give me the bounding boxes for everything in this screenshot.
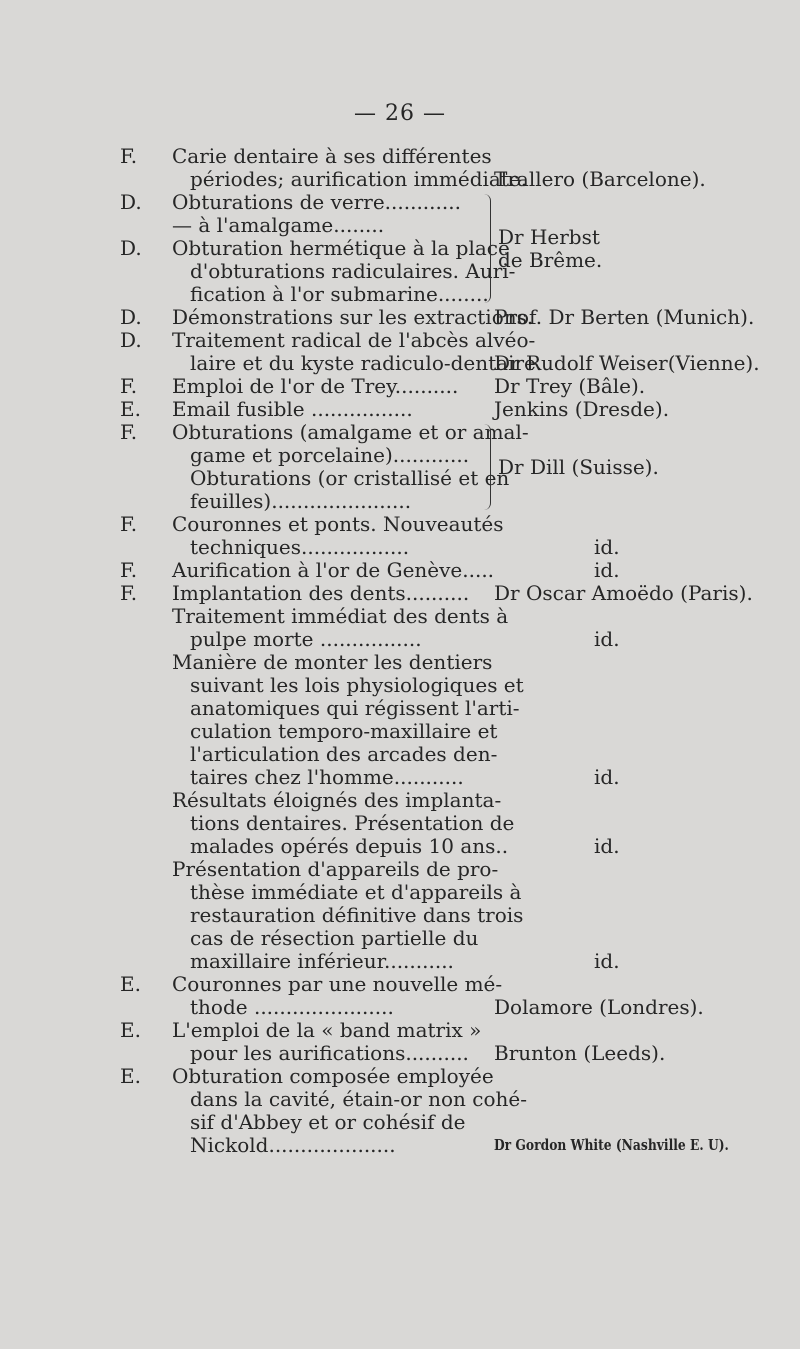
- program-entry: [0, 858, 800, 973]
- program-entry: [0, 605, 800, 651]
- entry-title-line: feuilles)......................: [190, 489, 412, 513]
- entry-author: id.: [594, 949, 620, 973]
- program-entry: [0, 375, 800, 398]
- entry-author: Trallero (Barcelone).: [494, 167, 706, 191]
- entry-title-line: Nickold.................... Dr Gordon White (Nashville E. U).: [190, 1133, 729, 1157]
- entry-category: E.: [120, 972, 141, 996]
- program-entry: [0, 421, 800, 513]
- entry-title-line: périodes; aurification immédiate. Trallero (Barcelone).: [190, 167, 706, 191]
- entry-title-line: Manière de monter les dentiers: [172, 650, 493, 674]
- entry-title-line: Email fusible ................ Jenkins (Dresde).: [172, 397, 670, 421]
- entry-title-line: Obturations (amalgame et or amal-: [172, 420, 529, 444]
- entry-category: E.: [120, 1018, 141, 1042]
- entry-author: Dr Rudolf Weiser(Vienne).: [494, 351, 760, 375]
- entry-title-line: l'articulation des arcades den-: [190, 742, 498, 766]
- program-entry: [0, 214, 800, 237]
- entry-author: id.: [594, 834, 620, 858]
- program-entry: [0, 582, 800, 605]
- entry-title-line: anatomiques qui régissent l'arti-: [190, 696, 520, 720]
- entry-author: Dr Oscar Amoëdo (Paris).: [494, 581, 753, 605]
- entry-category: D.: [120, 190, 142, 214]
- program-entry: [0, 398, 800, 421]
- entry-title-line: restauration définitive dans trois: [190, 903, 524, 927]
- entry-title-line: L'emploi de la « band matrix »: [172, 1018, 482, 1042]
- entry-title-line: Aurification à l'or de Genève..... id.: [172, 558, 620, 582]
- program-entry: [0, 191, 800, 214]
- entry-author: Jenkins (Dresde).: [494, 397, 670, 421]
- entry-title-line: pulpe morte ................ id.: [190, 627, 620, 651]
- entry-title-line: Obturation composée employée: [172, 1064, 494, 1088]
- program-entry: [0, 1019, 800, 1065]
- entry-title-line: techniques................. id.: [190, 535, 620, 559]
- group-author-herbst: [498, 226, 602, 272]
- entry-title-line: Obturation hermétique à la place: [172, 236, 510, 260]
- entry-category: D.: [120, 236, 142, 260]
- group-author-line: de Brême.: [498, 247, 603, 272]
- entry-category: F.: [120, 420, 138, 444]
- entry-title-line: Couronnes par une nouvelle mé-: [172, 972, 503, 996]
- program-entry: [0, 329, 800, 375]
- program-entry: [0, 973, 800, 1019]
- program-entry: [0, 651, 800, 789]
- entry-title-line: Présentation d'appareils de pro-: [172, 857, 499, 881]
- group-author-dill: Dr Dill (Suisse).: [498, 454, 659, 479]
- page-number: — 26 —: [354, 101, 446, 126]
- entry-author: id.: [594, 627, 620, 651]
- entry-title-line: game et porcelaine)............: [190, 443, 470, 467]
- brace-dill: [484, 424, 491, 510]
- entry-category: D.: [120, 328, 142, 352]
- entry-title-line: Emploi de l'or de Trey.......... Dr Trey (Bâle).: [172, 374, 646, 398]
- entry-title-line: thode ...................... Dolamore (Londres).: [190, 995, 704, 1019]
- entry-title-line: taires chez l'homme........... id.: [190, 765, 620, 789]
- entry-author: Dr Trey (Bâle).: [494, 374, 646, 398]
- entry-category: D.: [120, 305, 142, 329]
- entry-title-line: suivant les lois physiologiques et: [190, 673, 524, 697]
- program-entry: [0, 513, 800, 559]
- entry-title-line: Démonstrations sur les extractions. Prof. Dr Berten (Munich).: [172, 305, 755, 329]
- entry-category: E.: [120, 397, 141, 421]
- program-entry: [0, 559, 800, 582]
- program-entry: [0, 1065, 800, 1157]
- entry-title-line: malades opérés depuis 10 ans.. id.: [190, 834, 620, 858]
- entry-title-line: laire et du kyste radiculo-dentaire. Dr Rudolf Weiser(Vienne).: [190, 351, 760, 375]
- brace-herbst: [484, 194, 491, 303]
- entry-title-line: — à l'amalgame........: [172, 213, 385, 237]
- entry-title-line: Implantation des dents.......... Dr Oscar Amoëdo (Paris).: [172, 581, 753, 605]
- entry-category: F.: [120, 512, 138, 536]
- program-entry: [0, 237, 800, 306]
- entry-title-line: Couronnes et ponts. Nouveautés: [172, 512, 504, 536]
- program-entry: [0, 789, 800, 858]
- entry-author: Dr Gordon White (Nashville E. U).: [494, 1136, 729, 1154]
- entry-category: F.: [120, 144, 138, 168]
- entry-title-line: maxillaire inférieur........... id.: [190, 949, 620, 973]
- entry-category: F.: [120, 581, 138, 605]
- entry-title-line: Carie dentaire à ses différentes: [172, 144, 492, 168]
- entry-title-line: fication à l'or submarine........: [190, 282, 489, 306]
- entry-title-line: cas de résection partielle du: [190, 926, 479, 950]
- entry-author: Dolamore (Londres).: [494, 995, 704, 1019]
- program-entry: [0, 306, 800, 329]
- group-author-line: Dr Herbst: [498, 224, 600, 249]
- entry-author: Brunton (Leeds).: [494, 1041, 666, 1065]
- program-entry: [0, 145, 800, 191]
- entry-title-line: Obturations (or cristallisé et en: [190, 466, 510, 490]
- entry-title-line: Traitement radical de l'abcès alvéo-: [172, 328, 536, 352]
- entry-title-line: Obturations de verre............: [172, 190, 461, 214]
- entry-category: F.: [120, 558, 138, 582]
- entry-author: Prof. Dr Berten (Munich).: [494, 305, 755, 329]
- entry-title-line: culation temporo-maxillaire et: [190, 719, 498, 743]
- entry-title-line: d'obturations radiculaires. Auri-: [190, 259, 516, 283]
- program-list: [0, 145, 800, 1157]
- entry-title-line: pour les aurifications.......... Brunton (Leeds).: [190, 1041, 666, 1065]
- entry-author: id.: [594, 535, 620, 559]
- entry-title-line: Traitement immédiat des dents à: [172, 604, 509, 628]
- entry-category: F.: [120, 374, 138, 398]
- entry-title-line: thèse immédiate et d'appareils à: [190, 880, 522, 904]
- entry-title-line: Résultats éloignés des implanta-: [172, 788, 502, 812]
- entry-title-line: sif d'Abbey et or cohésif de: [190, 1110, 466, 1134]
- entry-category: E.: [120, 1064, 141, 1088]
- entry-author: id.: [594, 765, 620, 789]
- entry-title-line: dans la cavité, étain-or non cohé-: [190, 1087, 527, 1111]
- entry-title-line: tions dentaires. Présentation de: [190, 811, 515, 835]
- entry-author: id.: [594, 558, 620, 582]
